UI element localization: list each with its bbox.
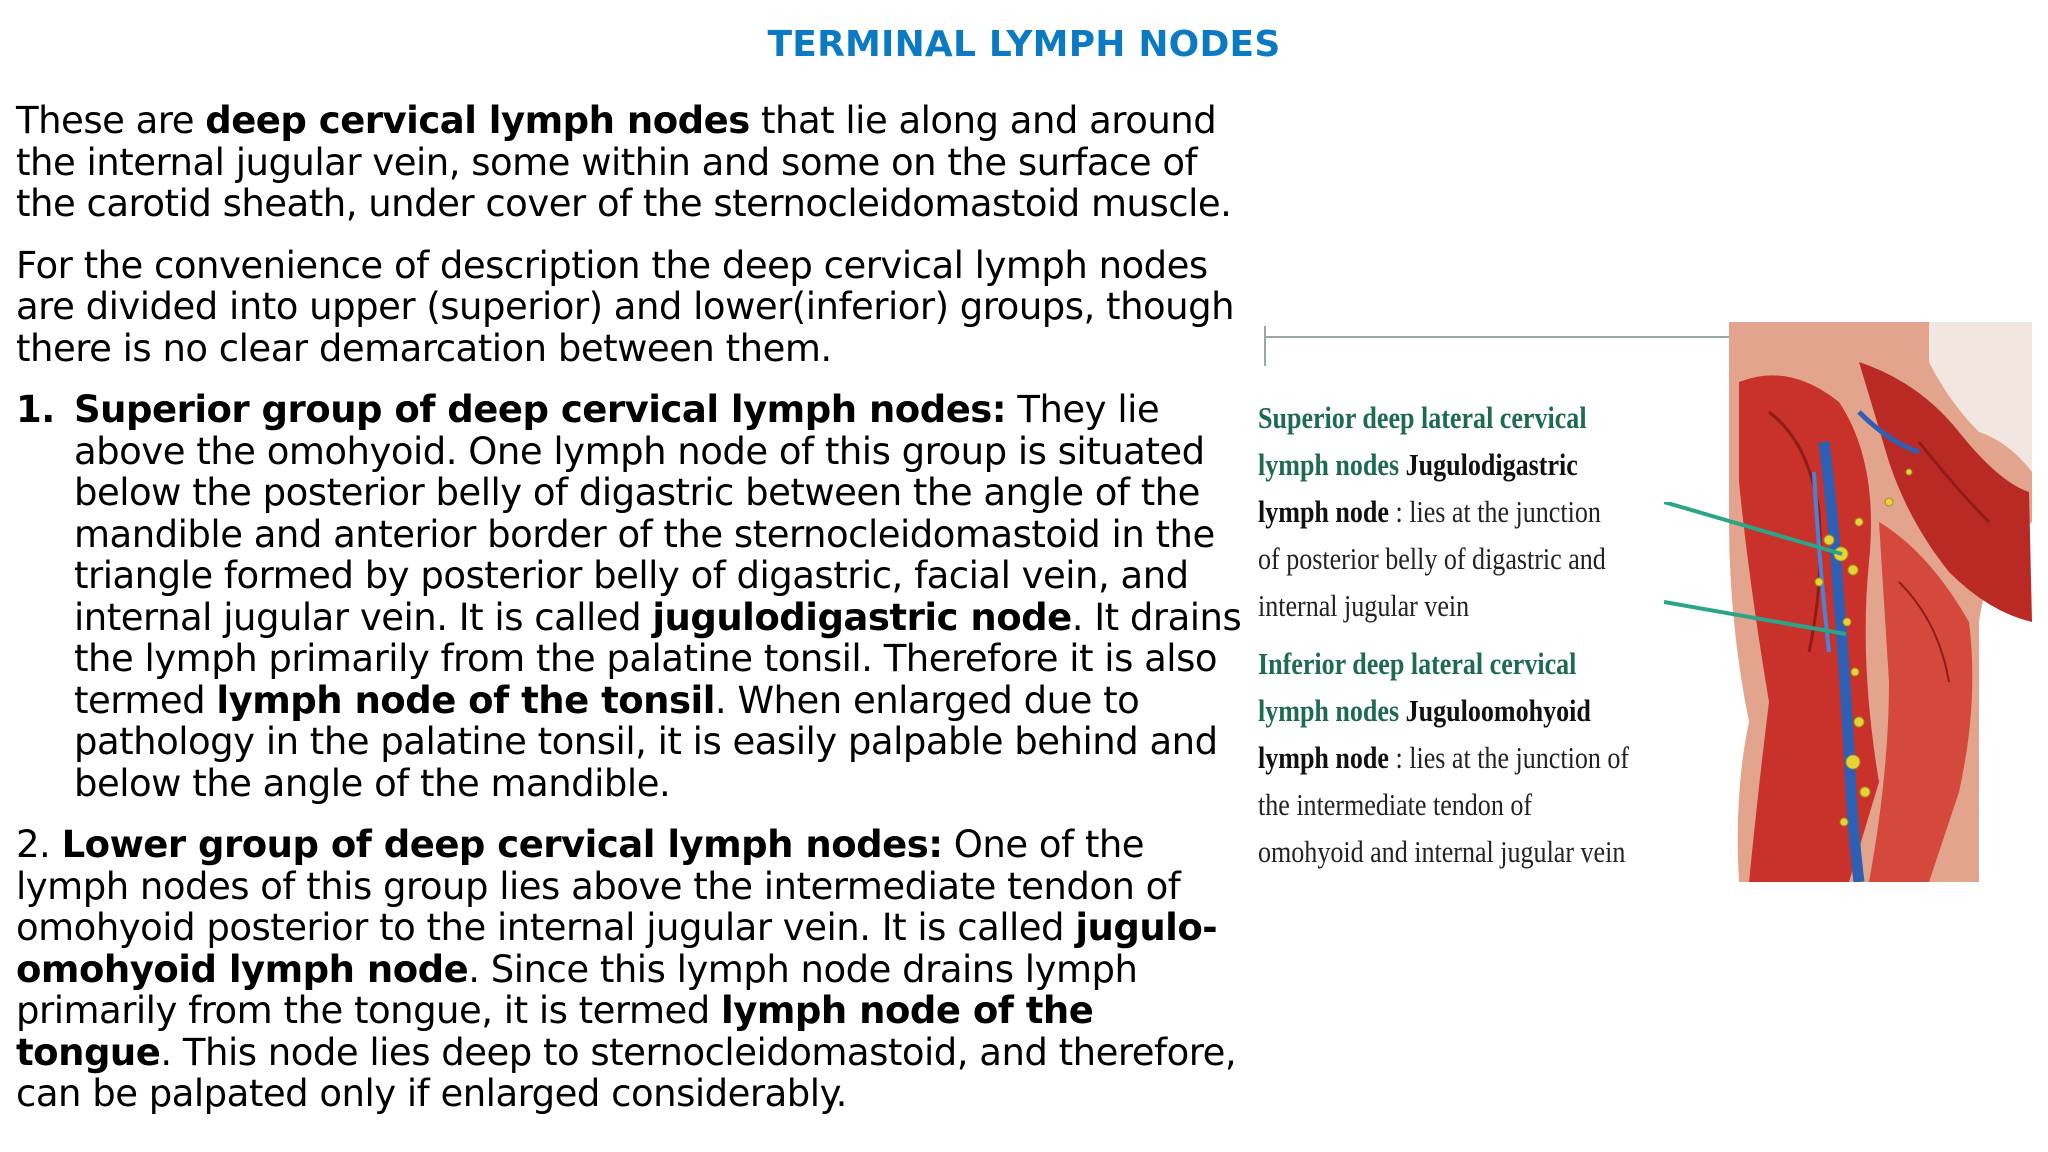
intro-bold-term: deep cervical lymph nodes (205, 99, 750, 142)
figure-label-line: lymph nodes (1258, 693, 1400, 728)
lower-text-a: One of the lymph nodes of this group lies above the intermediate tendon of omohyoid posterior to the internal jugular vein. It is called (16, 823, 1181, 949)
figure-label-line: Inferior deep lateral cervical (1258, 646, 1577, 681)
superior-text-a: They lie above the omohyoid. One lymph node of this group is situated below the posterior belly of digastric between the angle of the mandible and anterior border of the sternocleidomastoid in the triangle formed by posterior belly of digastric, facial vein, and internal jugular vein. It is called (74, 388, 1215, 639)
figure-label-line: the intermediate tendon of (1258, 787, 1533, 822)
list-number-2: 2. (16, 823, 62, 866)
neck-lymph-node-figure (1254, 322, 2032, 882)
inferior-node-label (1258, 640, 1629, 875)
tonsil-node-term: lymph node of the tonsil (216, 678, 715, 722)
figure-frame-line (1264, 336, 1734, 338)
intro-paragraph-2: For the convenience of description the deep cervical lymph nodes are divided into upper (superior) and lower(inferior) groups, though there is no clear demarcation between them. (16, 243, 1235, 370)
list-number-1: 1. (16, 388, 55, 431)
jugulo-omohyoid-term: jugulo-omohyoid lymph node (16, 906, 1218, 991)
intro-paragraph-1 (16, 100, 1248, 225)
figure-label-line: lymph node (1258, 740, 1389, 775)
slide-title: TERMINAL LYMPH NODES (767, 24, 1281, 65)
list-body-1 (74, 389, 1248, 804)
superior-text-b: . It drains the lymph primarily from the palatine tonsil. Therefore it is also termed (74, 595, 1242, 722)
figure-label-line: : lies at the junction (1388, 494, 1601, 529)
intro-text-rest: that lie along and around the internal jugular vein, some within and some on the surface of the carotid sheath, under cover of the sternocleidomastoid muscle. (16, 99, 1232, 225)
superior-node-label (1258, 394, 1606, 629)
figure-frame-line (1264, 326, 1266, 366)
intro-text: These are (16, 99, 206, 142)
figure-label-line: omohyoid and internal jugular vein (1258, 834, 1626, 869)
label-pointer-lines (1664, 502, 1884, 802)
figure-label-line: internal jugular vein (1258, 588, 1470, 623)
list-item-superior (16, 389, 1248, 804)
superior-text-c: . When enlarged due to pathology in the palatine tonsil, it is easily palpable behind and below the angle of the mandible. (74, 678, 1218, 805)
figure-label-line: Juguloomohyoid (1399, 693, 1591, 728)
figure-label-line: Superior deep lateral cervical (1258, 400, 1587, 435)
jugulodigastric-term: jugulodigastric node (652, 595, 1072, 639)
lower-text-b: . Since this lymph node drains lymph primarily from the tongue, it is termed (16, 947, 1138, 1032)
list-item-lower (16, 824, 1248, 1115)
slide-body (16, 100, 1248, 1135)
lower-text-c: . This node lies deep to sternocleidomastoid, and therefore, can be palpated only if enlarged considerably. (16, 1030, 1237, 1115)
figure-label-line: lymph node (1258, 494, 1389, 529)
figure-label-line: Jugulodigastric (1399, 447, 1578, 482)
tongue-node-term: lymph node of the tongue (16, 989, 1094, 1074)
figure-label-line: : lies at the junction of (1388, 740, 1630, 775)
lower-group-heading: Lower group of deep cervical lymph nodes: (61, 823, 943, 866)
figure-label-line: of posterior belly of digastric and (1258, 541, 1606, 576)
figure-label-line: lymph nodes (1258, 447, 1400, 482)
superior-group-heading: Superior group of deep cervical lymph nodes: (74, 388, 1007, 431)
